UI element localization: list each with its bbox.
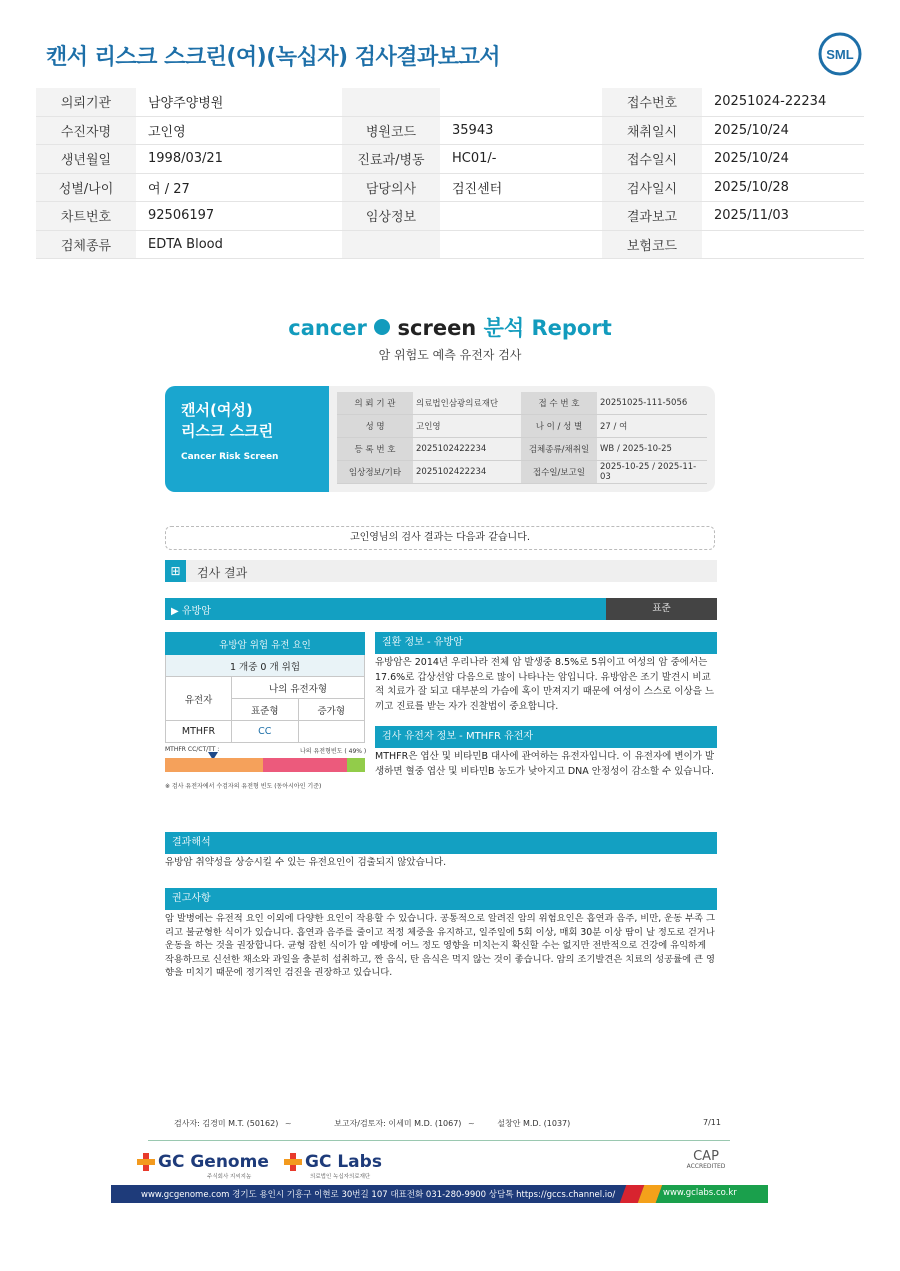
card-label: 나 이 / 성 별 — [521, 415, 597, 437]
header-value: 2025/10/24 — [714, 122, 789, 138]
brand-subtitle: 암 위험도 예측 유전자 검사 — [378, 348, 522, 362]
col-standard: 표준형 — [232, 699, 299, 721]
gene-info-text: MTHFR은 엽산 및 비타민B 대사에 관여하는 유전자입니다. 이 유전자에 변이가 발생하면 혈중 엽산 및 비타민B 농도가 낮아지고 DNA 안정성이 감소할 수 있습니다. — [375, 751, 715, 777]
risk-factor-table — [165, 632, 365, 743]
gc-genome-logo: GC Genome 주식회사 지씨지놈 — [137, 1152, 269, 1180]
card-row — [337, 438, 707, 461]
card-row — [337, 392, 707, 415]
factor-table-title: 유방암 위험 유전 요인 — [166, 633, 365, 655]
footer-contact-bar — [111, 1185, 768, 1203]
footer-divider — [148, 1140, 730, 1141]
disease-info-title: 질환 정보 - 유방암 — [375, 632, 717, 654]
header-label: 채취일시 — [602, 117, 702, 145]
genotype-label: 나의 유전자형 — [232, 677, 365, 699]
header-row — [36, 231, 864, 260]
header-label: 보험코드 — [602, 231, 702, 259]
header-value: 92506197 — [148, 208, 215, 224]
header-value — [440, 88, 602, 116]
cancer-screen-brand: cancer screen 분석 Report — [288, 316, 612, 340]
gene-label: 유전자 — [166, 677, 232, 721]
card-value: 27 / 여 — [600, 422, 628, 432]
reporter: 보고자/검토자: 이세미 M.D. (1067) — [334, 1119, 462, 1128]
footer-address: www.gcgenome.com 경기도 용인시 기흥구 이현로 30번길 107 대표전화 031-280-9900 상담톡 https://gccs.channel.io/ — [141, 1190, 616, 1200]
header-label: 수진자명 — [36, 117, 136, 145]
header-row — [36, 88, 864, 117]
card-info-grid — [337, 392, 707, 484]
header-label: 검체종류 — [36, 231, 136, 259]
cancer-name: ▶ 유방암 — [171, 606, 211, 617]
card-value: 고인영 — [416, 422, 441, 432]
header-label: 진료과/병동 — [342, 145, 440, 173]
interpretation-title: 결과해석 — [165, 832, 717, 854]
freq-note: ※ 검사 유전자에서 수검자의 유전형 빈도 (동아시아인 기준) — [165, 783, 322, 790]
factor-summary: 1 개중 0 개 위험 — [166, 655, 365, 677]
examiner: 검사자: 김경미 M.T. (50162) — [174, 1119, 279, 1128]
header-row — [36, 174, 864, 203]
footer-signatures — [174, 1118, 724, 1129]
cancer-status: 표준 — [606, 598, 717, 620]
header-row — [36, 117, 864, 146]
card-value: 2025102422234 — [416, 444, 487, 454]
increase-value — [298, 721, 365, 743]
signature-icon: ~ — [467, 1119, 475, 1128]
card-value: 20251025-111-5056 — [600, 398, 688, 408]
header-label: 결과보고 — [602, 202, 702, 230]
header-label: 접수번호 — [602, 88, 702, 116]
header-label — [342, 231, 440, 259]
patient-header-table — [36, 88, 864, 259]
header-value: 2025/10/28 — [714, 179, 789, 195]
card-label: 등 록 번 호 — [337, 438, 413, 460]
recommendation-text: 암 발병에는 유전적 요인 이외에 다양한 요인이 작용할 수 있습니다. 공통적으로 알려진 암의 위험요인은 흡연과 음주, 비만, 운동 부족 그리고 불균형한 식이가 있습니다. 흡연과 음주를 줄이고 적정 체중을 유지하고, 일주일에 5회 이상, 매회 30분 이상 땀이 날 정도로 걷거나 운동을 하는 것을 권장합니다. 균형 잡힌 식이가 암 예방에 어느 정도 영향을 미치는지 확신할 수는 없지만 전반적으로 건강에 유익하게 작용하므로 신선한 채소와 과일을 충분히 섭취하고, 짠 음식, 탄 음식은 먹지 않는 것이 좋습니다. 암의 조기발견은 치료의 성공률에 큰 영향을 미치기 때문에 정기적인 검진을 권장하고 있습니다. — [165, 913, 715, 978]
header-value — [440, 202, 602, 230]
header-value — [440, 231, 602, 259]
recommendation-title: 권고사항 — [165, 888, 717, 910]
frequency-segment — [347, 758, 365, 772]
gc-cross-icon — [137, 1153, 155, 1171]
card-label: 검체종류/채취일 — [521, 438, 597, 460]
header-value: 남양주양병원 — [148, 96, 224, 112]
header-value: EDTA Blood — [148, 236, 223, 252]
header-value: 여 / 27 — [148, 181, 190, 197]
header-value: 35943 — [452, 122, 494, 138]
card-label: 접 수 번 호 — [521, 392, 597, 414]
col-increase: 증가형 — [298, 699, 365, 721]
header-value: 1998/03/21 — [148, 151, 223, 167]
frequency-bar — [165, 758, 365, 772]
header-value: 고인영 — [148, 124, 186, 140]
header-value — [702, 231, 864, 259]
header-value: 2025/10/24 — [714, 151, 789, 167]
gene-name: MTHFR — [166, 721, 232, 743]
cancer-type-bar — [165, 598, 717, 620]
header-label: 검사일시 — [602, 174, 702, 202]
gene-info-title: 검사 유전자 정보 - MTHFR 유전자 — [375, 726, 717, 748]
card-value: 2025102422234 — [416, 467, 487, 477]
header-value: 20251024-22234 — [714, 94, 827, 110]
folder-plus-icon: ⊞ — [165, 560, 186, 582]
card-row — [337, 461, 707, 484]
info-card — [165, 386, 715, 492]
standard-value: CC — [232, 721, 299, 743]
signature-icon: ~ — [284, 1119, 292, 1128]
card-row — [337, 415, 707, 438]
sml-logo — [818, 32, 862, 76]
freq-left-label: MTHFR CC/CT/TT : — [165, 746, 220, 753]
header-row — [36, 202, 864, 231]
header-value: 검진센터 — [452, 181, 503, 197]
gc-cross-icon — [284, 1153, 302, 1171]
reviewer: 설창안 M.D. (1037) — [497, 1119, 571, 1128]
footer-website[interactable]: www.gclabs.co.kr — [663, 1188, 737, 1198]
card-label: 의 뢰 기 관 — [337, 392, 413, 414]
header-label: 접수일시 — [602, 145, 702, 173]
header-label: 차트번호 — [36, 202, 136, 230]
interpretation-text: 유방암 취약성을 상승시킬 수 있는 유전요인이 검출되지 않았습니다. — [165, 857, 447, 868]
card-value: 2025-10-25 / 2025-11-03 — [600, 462, 697, 482]
header-value: 2025/11/03 — [714, 208, 789, 224]
report-title: 캔서 리스크 스크린(여)(녹십자) 검사결과보고서 — [46, 45, 500, 70]
header-label: 담당의사 — [342, 174, 440, 202]
header-label: 병원코드 — [342, 117, 440, 145]
freq-right-label: 나의 유전형빈도 ( 49% ) — [300, 748, 367, 755]
card-value: 의료법인삼광의료재단 — [416, 399, 499, 409]
section-header: ⊞ 검사 결과 — [165, 560, 717, 582]
disease-info-text: 유방암은 2014년 우리나라 전체 암 발생중 8.5%로 5위이고 여성의 암 중에서는 17.6%로 갑상선암 다음으로 많이 나타나는 암입니다. 유방암은 조기 발견시 비교적 치료가 잘 되고 대부분의 가슴에 혹이 만져지기 때문에 여성이 스스로 이상을 느끼고 진료를 받는 자가 진찰법이 중요합니다. — [375, 657, 715, 712]
card-label: 접수일/보고일 — [521, 461, 597, 483]
result-sentence: 고인영님의 검사 결과는 다음과 같습니다. — [165, 526, 715, 550]
header-label: 임상정보 — [342, 202, 440, 230]
frequency-segment — [165, 758, 263, 772]
card-title-panel: 캔서(여성) 리스크 스크린 Cancer Risk Screen — [165, 386, 329, 492]
header-label: 의뢰기관 — [36, 88, 136, 116]
card-value: WB / 2025-10-25 — [600, 444, 672, 454]
card-label: 성 명 — [337, 415, 413, 437]
page-number: 7/11 — [703, 1118, 721, 1127]
header-label — [342, 88, 440, 116]
header-value: HC01/- — [452, 151, 497, 167]
header-label: 성별/나이 — [36, 174, 136, 202]
card-label: 임상정보/기타 — [337, 461, 413, 483]
cap-accredited-logo: CAP ACCREDITED — [686, 1149, 726, 1170]
svg-text:SML: SML — [826, 47, 854, 62]
gc-labs-logo: GC Labs 의료법인 녹십자의료재단 — [284, 1152, 382, 1180]
risk-icon — [374, 319, 390, 335]
header-label: 생년월일 — [36, 145, 136, 173]
header-row — [36, 145, 864, 174]
frequency-segment — [263, 758, 347, 772]
